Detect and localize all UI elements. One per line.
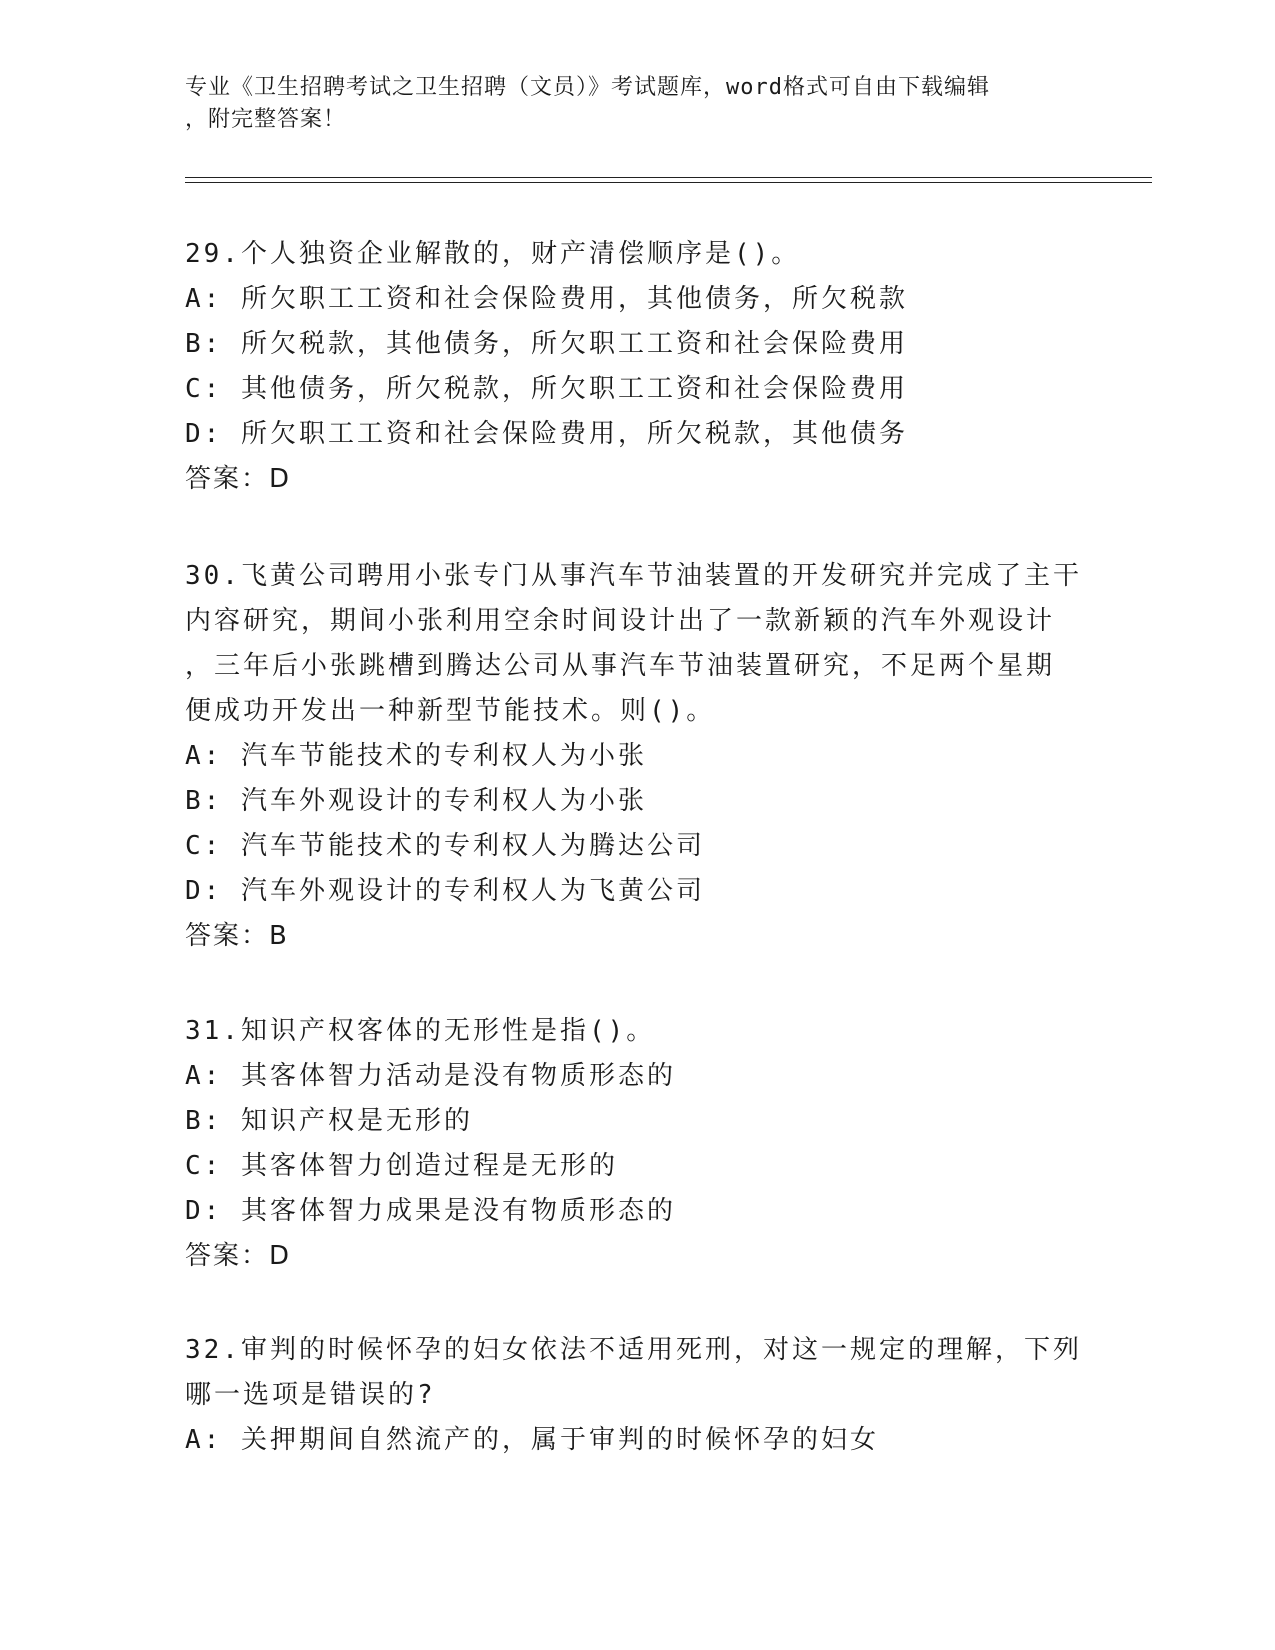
- question-stem-line: 哪一选项是错误的?: [185, 1380, 436, 1410]
- document-header: [185, 72, 1065, 136]
- answer: 答案：B: [185, 921, 289, 951]
- option-a: A: 汽车节能技术的专利权人为小张: [185, 741, 647, 771]
- question-stem-line: 便成功开发出一种新型节能技术。则()。: [185, 696, 716, 726]
- option-c: C: 汽车节能技术的专利权人为腾达公司: [185, 831, 705, 861]
- question-stem-line: ，三年后小张跳槽到腾达公司从事汽车节油装置研究，不足两个星期: [185, 651, 1056, 681]
- answer: 答案：D: [185, 464, 292, 494]
- option-a: A: 所欠职工工资和社会保险费用，其他债务，所欠税款: [185, 284, 908, 314]
- question-32: [185, 1328, 1085, 1463]
- question-stem-line: 内容研究，期间小张利用空余时间设计出了一款新颖的汽车外观设计: [185, 606, 1056, 636]
- header-line-1: 专业《卫生招聘考试之卫生招聘（文员）》考试题库，word格式可自由下载编辑: [185, 75, 990, 100]
- answer: 答案：D: [185, 1241, 292, 1271]
- question-stem-line: 30.飞黄公司聘用小张专门从事汽车节油装置的开发研究并完成了主干: [185, 561, 1082, 591]
- question-stem-line: 29.个人独资企业解散的，财产清偿顺序是()。: [185, 239, 801, 269]
- header-divider-top: [185, 177, 1152, 178]
- header-line-2: ，附完整答案！: [185, 107, 347, 132]
- option-b: B: 汽车外观设计的专利权人为小张: [185, 786, 647, 816]
- question-stem-line: 31.知识产权客体的无形性是指()。: [185, 1016, 656, 1046]
- question-30: [185, 554, 1085, 959]
- option-b: B: 知识产权是无形的: [185, 1106, 473, 1136]
- option-a: A: 其客体智力活动是没有物质形态的: [185, 1061, 676, 1091]
- option-d: D: 所欠职工工资和社会保险费用，所欠税款，其他债务: [185, 419, 908, 449]
- question-29: [185, 232, 1085, 502]
- question-31: [185, 1009, 1085, 1279]
- header-divider-bottom: [185, 182, 1152, 183]
- option-c: C: 其客体智力创造过程是无形的: [185, 1151, 618, 1181]
- question-stem-line: 32.审判的时候怀孕的妇女依法不适用死刑，对这一规定的理解，下列: [185, 1335, 1082, 1365]
- option-b: B: 所欠税款，其他债务，所欠职工工资和社会保险费用: [185, 329, 908, 359]
- option-c: C: 其他债务，所欠税款，所欠职工工资和社会保险费用: [185, 374, 908, 404]
- option-a: A: 关押期间自然流产的，属于审判的时候怀孕的妇女: [185, 1425, 879, 1455]
- option-d: D: 其客体智力成果是没有物质形态的: [185, 1196, 676, 1226]
- option-d: D: 汽车外观设计的专利权人为飞黄公司: [185, 876, 705, 906]
